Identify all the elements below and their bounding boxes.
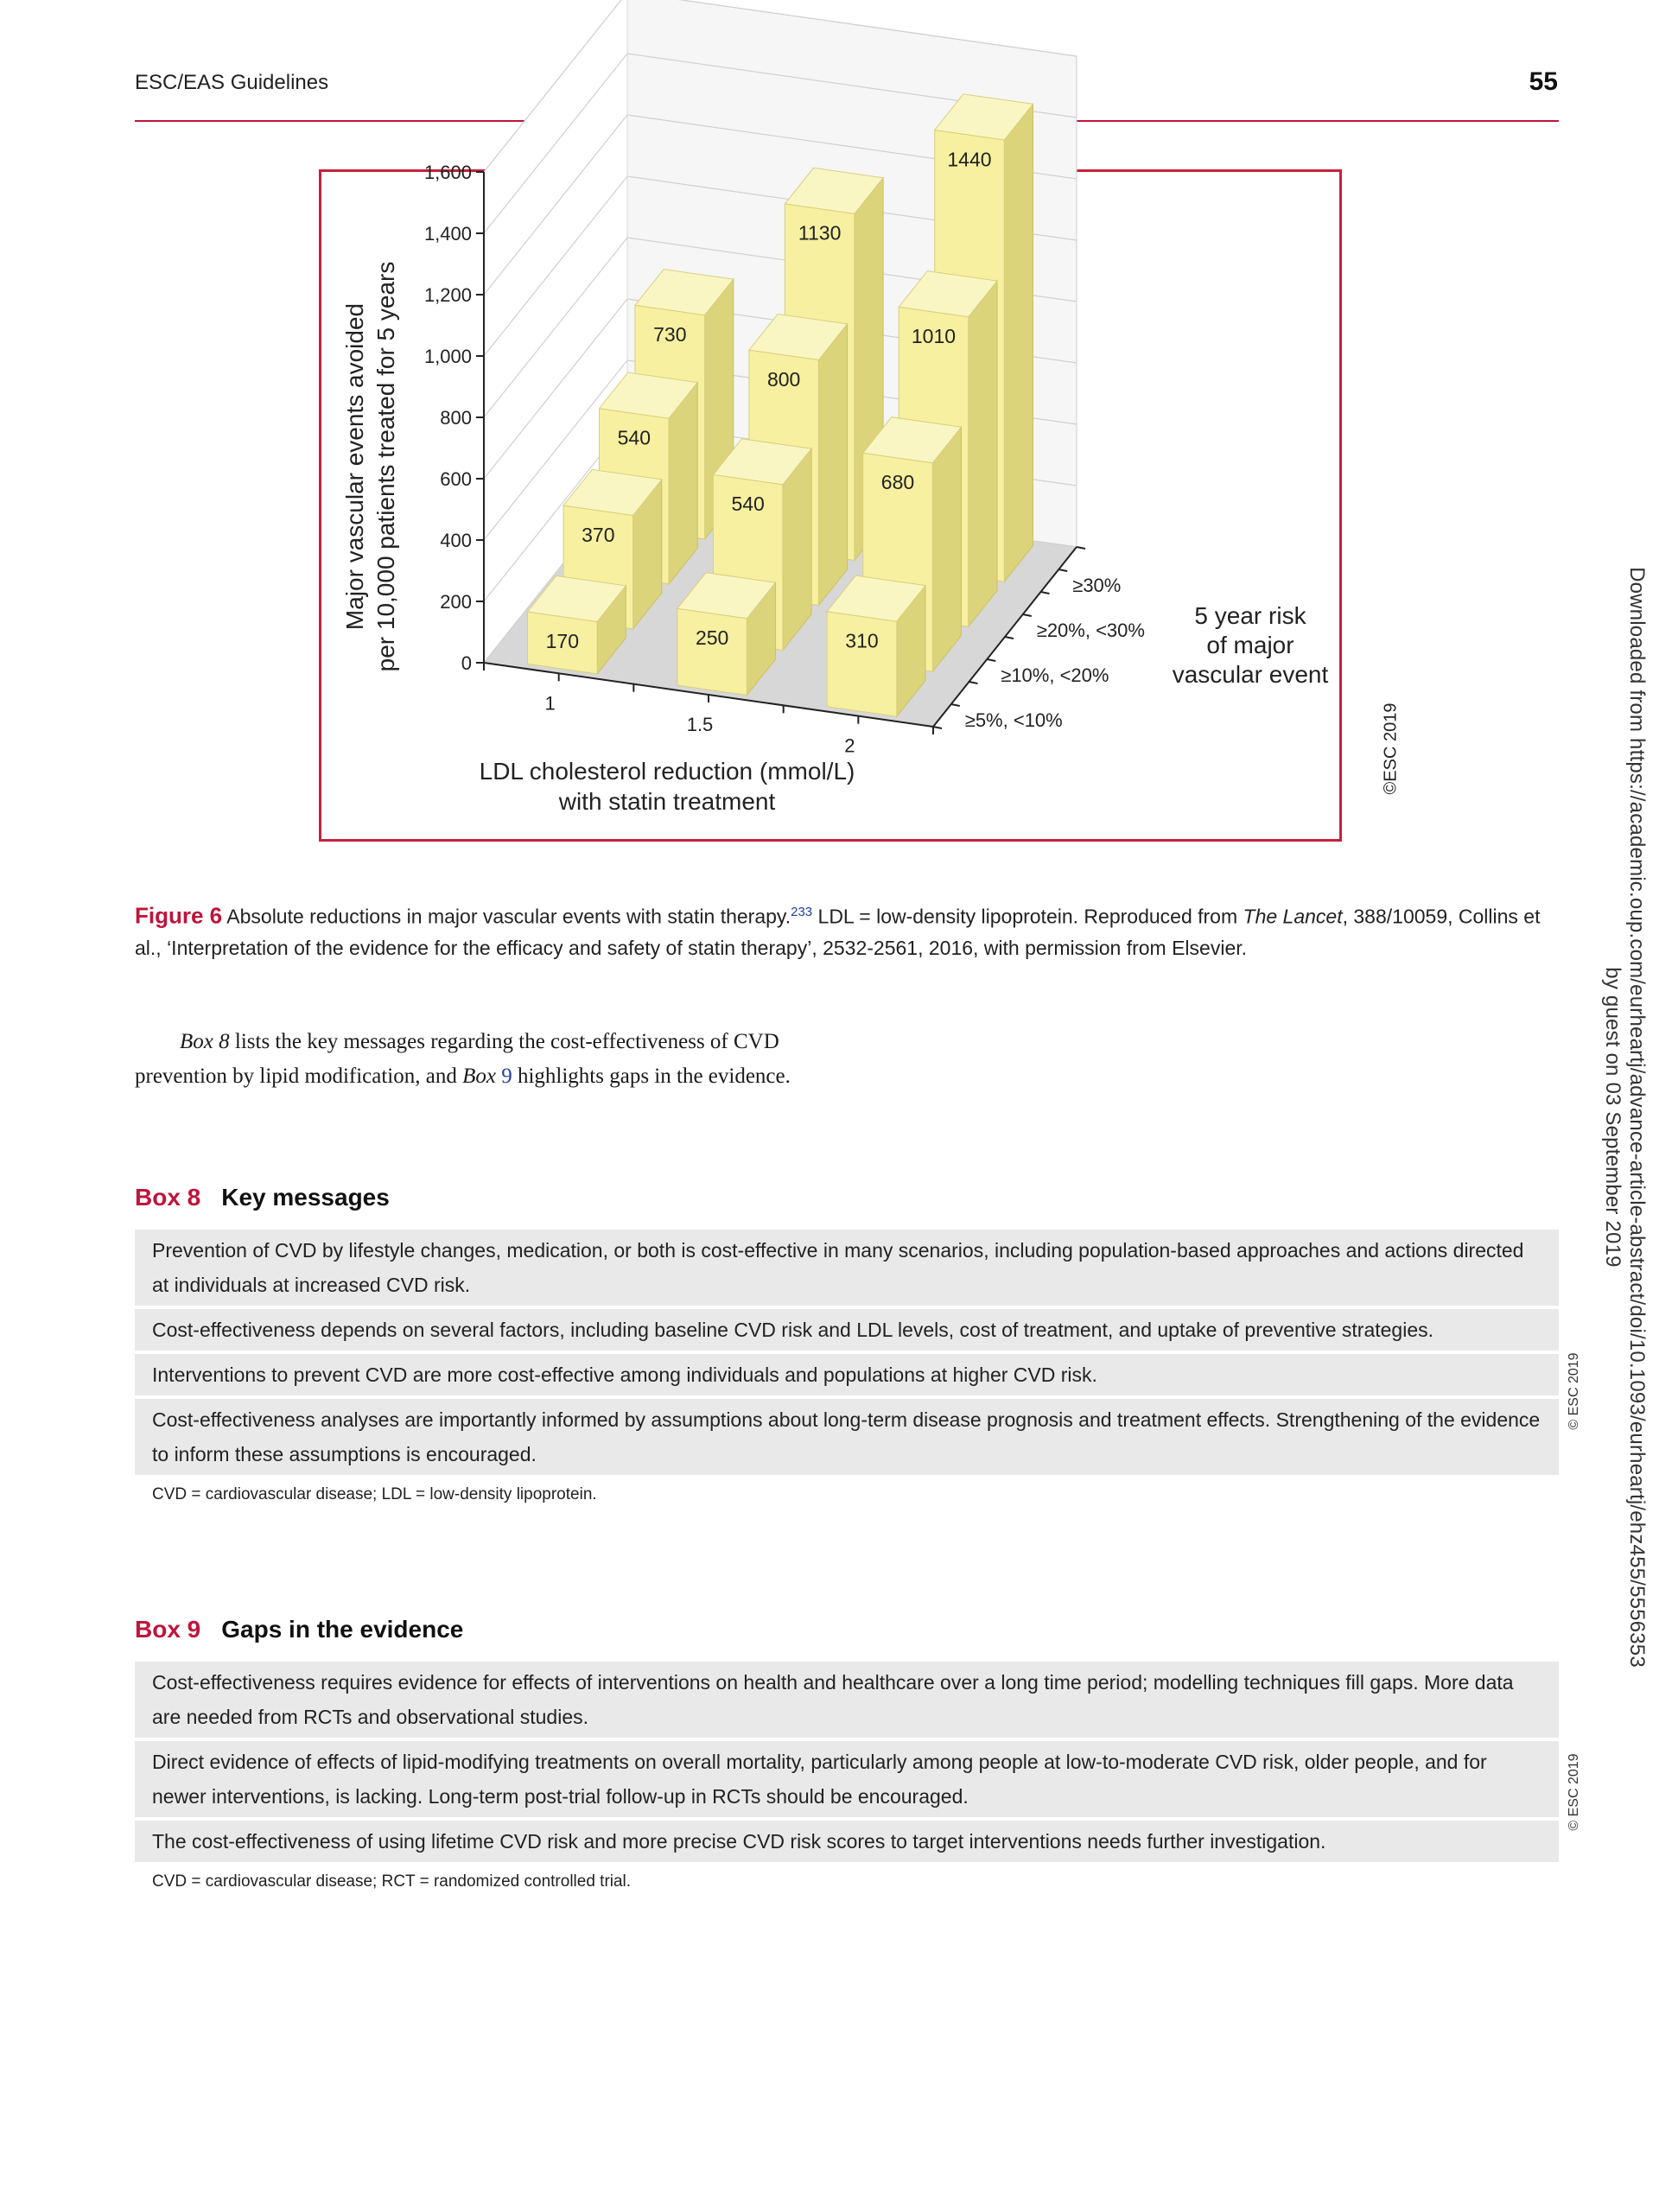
bar-side (932, 427, 961, 671)
x-axis-title: with statin treatment (558, 788, 776, 815)
z-tick (1041, 592, 1050, 594)
y-axis-title: Major vascular events avoided per 10,000 patients treated for 5 years (341, 261, 399, 672)
z-series-label: ≥10%, <20% (1001, 664, 1109, 686)
y-tick-label: 1,000 (423, 346, 472, 367)
y-tick-label: 1,200 (423, 284, 472, 306)
z-tick (1005, 637, 1014, 639)
bar (677, 608, 747, 695)
box9-footnote: CVD = cardiovascular disease; RCT = randomized controlled trial. (152, 1872, 632, 1891)
z-tick (933, 727, 942, 728)
box9-heading (135, 1616, 463, 1643)
box9-number: Box 9 (135, 1616, 201, 1643)
box8-row: Prevention of CVD by lifestyle changes, medication, or both is cost-effective in many scenarios, including population-based approaches and actions directed at individuals at increased CVD risk. (135, 1230, 1559, 1306)
box9-row: The cost-effectiveness of using lifetime CVD risk and more precise CVD risk scores to target interventions needs further investigation. (135, 1821, 1559, 1862)
box9-title: Gaps in the evidence (221, 1616, 464, 1643)
x-tick-label: 2 (844, 734, 855, 757)
bar-side (1004, 104, 1033, 582)
box8-row: Cost-effectiveness depends on several factors, including baseline CVD risk and LDL levels, cost of treatment, and uptake of preventive strategies. (135, 1309, 1559, 1351)
box9-word: Box (462, 1065, 502, 1088)
data-label: 800 (766, 367, 801, 391)
y-tick-label: 600 (440, 468, 472, 490)
z-series-label: ≥20%, <30% (1036, 620, 1145, 641)
box9-row: Cost-effectiveness requires evidence for effects of interventions on health and healthcare over a long time period; modelling techniques fill gaps. More data are needed from RCTs and observational studies. (135, 1662, 1559, 1738)
bar-side (818, 324, 847, 606)
x-tick-label: 1.5 (686, 714, 714, 735)
box9-table (135, 1662, 1559, 1891)
figure-6-chart (0, 0, 1659, 864)
caption-journal: The Lancet (1243, 905, 1343, 928)
caption-text: Absolute reductions in major vascular events with statin therapy. (226, 905, 791, 928)
z-tick (1077, 547, 1085, 549)
z-axis-title: vascular event (1172, 661, 1329, 688)
box8-table (135, 1230, 1559, 1504)
data-label: 730 (653, 322, 687, 346)
z-series-label: ≥5%, <10% (964, 709, 1063, 731)
box8-number: Box 8 (135, 1184, 201, 1211)
box8-row: Interventions to prevent CVD are more cost-effective among individuals and populations at higher CVD risk. (135, 1354, 1559, 1395)
caption-tail: , 388/10059, Collins et al., ‘Interpretation of the evidence for the efficacy and safety of statin therapy’, 2532-2561, 2016, with permission from Elsevier. (135, 905, 1541, 959)
z-axis-title: of major (1206, 632, 1294, 658)
z-series-label: ≥30% (1072, 575, 1122, 596)
figure-copyright: ©ESC 2019 (1381, 702, 1401, 795)
caption-after-ref: LDL = low-density lipoprotein. Reproduced from (812, 905, 1243, 928)
x-axis-title: LDL cholesterol reduction (mmol/L) (479, 758, 855, 785)
data-label: 1130 (798, 221, 842, 245)
data-label: 310 (845, 629, 879, 652)
z-axis-title: 5 year risk (1194, 602, 1306, 629)
z-tick (969, 682, 978, 683)
body-paragraph (135, 1025, 817, 1094)
y-tick-label: 400 (440, 530, 472, 551)
paragraph-part1: lists the key messages regarding the cost-effectiveness of CVD prevention by lipid modification, and (135, 1030, 779, 1088)
download-watermark: Downloaded from https://academic.oup.com/eurheartj/advance-article-abstract/doi/10.1093/eurheartj/ehz455/5556353 by guest on 03 September 2019 (1601, 567, 1649, 1668)
data-label: 680 (880, 471, 915, 494)
z-tick (1058, 569, 1067, 571)
z-tick (1023, 614, 1032, 616)
figure-caption (135, 897, 1560, 963)
y-tick-label: 800 (440, 407, 472, 429)
y-tick-label: 1,600 (423, 162, 472, 183)
y-tick-label: 0 (461, 652, 472, 674)
bar-side (969, 281, 997, 626)
page-number: 55 (1529, 67, 1558, 96)
box8-heading (135, 1184, 390, 1211)
data-label: 540 (617, 426, 652, 449)
y-tick-label: 200 (440, 591, 472, 613)
box9-row: Direct evidence of effects of lipid-modifying treatments on overall mortality, particularly among people at low-to-moderate CVD risk, older people, and for newer interventions, is lacking. Long-term post-trial follow-up in RCTs should be encouraged. (135, 1741, 1559, 1817)
data-label: 170 (545, 629, 580, 652)
caption-reference[interactable]: 233 (791, 905, 813, 919)
figure-label: Figure 6 (135, 902, 223, 929)
box8-footnote: CVD = cardiovascular disease; LDL = low-density lipoprotein. (152, 1485, 597, 1503)
box9-reference-link[interactable]: 9 (501, 1065, 512, 1088)
bar (827, 612, 897, 717)
data-label: 370 (582, 523, 615, 546)
data-label: 1010 (911, 324, 957, 347)
z-tick (951, 704, 960, 706)
data-label: 540 (731, 493, 765, 516)
box8-reference: Box 8 (180, 1030, 230, 1053)
box9-copyright: © ESC 2019 (1567, 1753, 1581, 1831)
paragraph-part2: highlights gaps in the evidence. (512, 1065, 791, 1088)
box8-title: Key messages (221, 1184, 390, 1211)
x-tick-label: 1 (544, 692, 556, 715)
data-label: 250 (695, 626, 729, 650)
z-tick (987, 659, 995, 661)
data-label: 1440 (947, 148, 992, 171)
box8-row: Cost-effectiveness analyses are importantly informed by assumptions about long-term disease prognosis and treatment effects. Strengthening of the evidence to inform these assumptions is encouraged. (135, 1399, 1559, 1475)
running-head: ESC/EAS Guidelines (135, 71, 329, 94)
box8-copyright: © ESC 2019 (1567, 1352, 1581, 1430)
y-tick-label: 1,400 (423, 223, 472, 245)
